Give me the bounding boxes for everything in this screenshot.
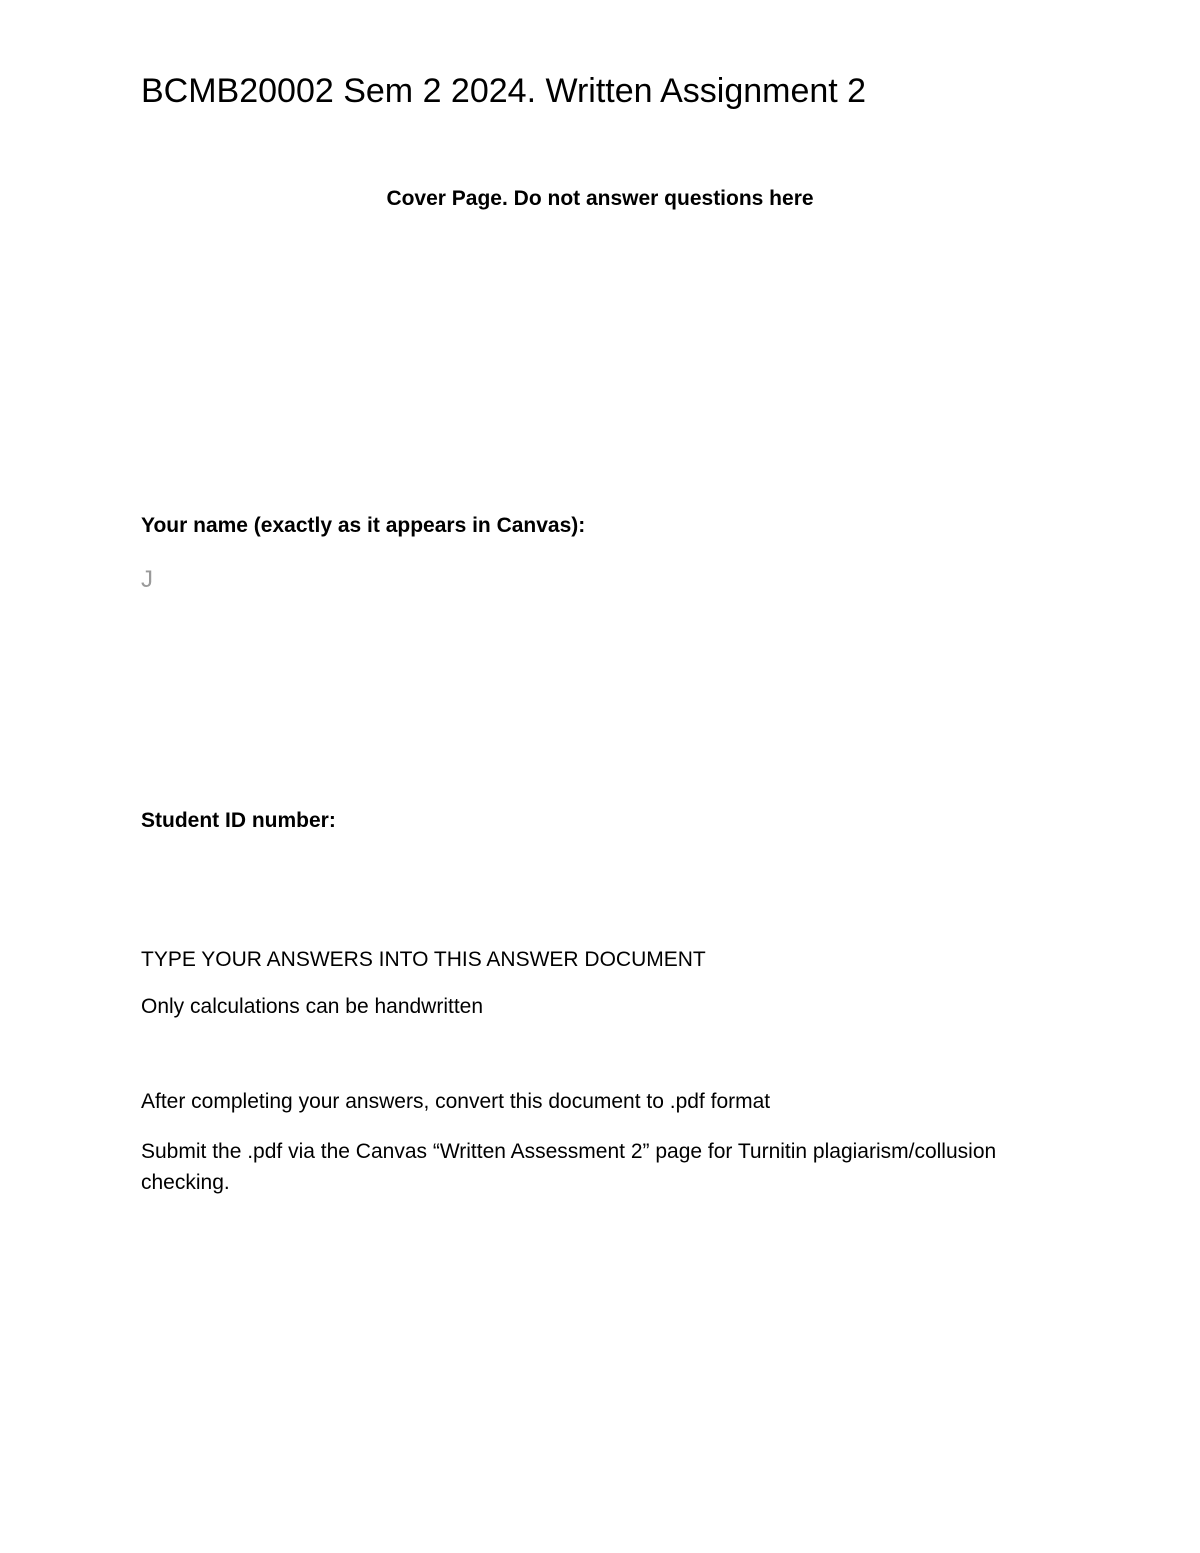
instruction-handwritten: Only calculations can be handwritten: [141, 995, 484, 1018]
student-id-label: Student ID number:: [141, 809, 336, 832]
name-field-label: Your name (exactly as it appears in Canvas):: [141, 514, 586, 537]
instruction-submit: Submit the .pdf via the Canvas “Written Assessment 2” page for Turnitin plagiarism/collusion checking.: [141, 1140, 997, 1194]
instruction-type-answers: TYPE YOUR ANSWERS INTO THIS ANSWER DOCUMENT: [141, 948, 706, 971]
name-field-value[interactable]: J: [141, 566, 153, 593]
document-title: BCMB20002 Sem 2 2024. Written Assignment 2: [141, 72, 867, 110]
cover-page-note: Cover Page. Do not answer questions here: [386, 187, 814, 210]
instruction-convert-pdf: After completing your answers, convert this document to .pdf format: [141, 1090, 771, 1113]
